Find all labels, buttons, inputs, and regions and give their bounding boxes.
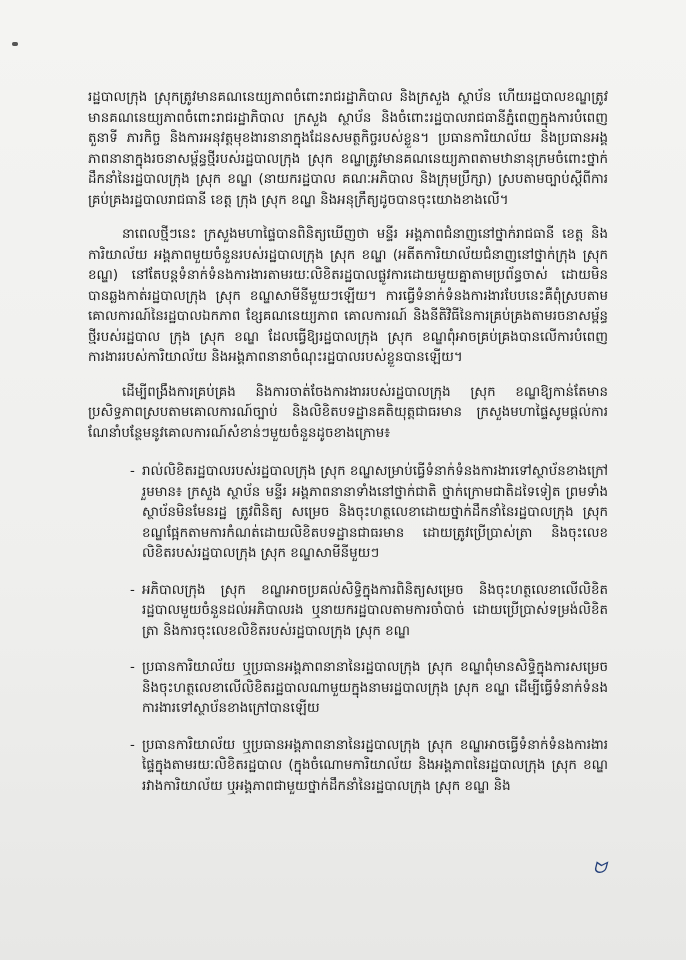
- document-body: [88, 88, 608, 813]
- list-item-text: ប្រធានការិយាល័យ ឬប្រធានអង្គភាពនានានៃរដ្ឋបាលក្រុង ស្រុក ខណ្ឌពុំមានសិទ្ធិក្នុងការសម្រេច និងចុះហត្ថលេខាលើលិខិតរដ្ឋបាលណាមួយក្នុងនាមរដ្ឋបាលក្រុង ស្រុក ខណ្ឌ ដើម្បីធ្វើទំនាក់ទំនងការងារទៅស្ថាប័នខាងក្រៅបានឡើយ: [142, 660, 608, 716]
- bullet-dash: -: [130, 464, 135, 479]
- list-item: [88, 581, 608, 643]
- bullet-dash: -: [130, 582, 135, 598]
- paragraph-observation: នាពេលថ្មីៗនេះ ក្រសួងមហាផ្ទៃបានពិនិត្យឃើញថា មន្ទីរ អង្គភាពជំនាញនៅថ្នាក់រាជធានី ខេត្ត និងការិយាល័យ អង្គភាពមួយចំនួនរបស់រដ្ឋបាលក្រុង ស្រុក ខណ្ឌ (អតីតការិយាល័យជំនាញនៅថ្នាក់ក្រុង ស្រុក ខណ្ឌ) នៅតែបន្តទំនាក់ទំនងការងារតាមរយៈលិខិតរដ្ឋបាលផ្លូវការដោយមួយគ្នាតាមប្រព័ន្ធចាស់ ដោយមិនបានឆ្លងកាត់រដ្ឋបាលក្រុង ស្រុក ខណ្ឌសាមីនីមួយៗឡើយ។ ការធ្វើទំនាក់ទំនងការងារបែបនេះគឺពុំស្របតាមគោលការណ៍នៃរដ្ឋបាលឯកភាព ខ្សែគណនេយ្យភាព គោលការណ៍ និងនីតិវិធីនៃការគ្រប់គ្រងតាមរចនាសម្ព័ន្ធថ្មីរបស់រដ្ឋបាល ក្រុង ស្រុក ខណ្ឌ ដែលធ្វើឱ្យរដ្ឋបាលក្រុង ស្រុក ខណ្ឌពុំអាចគ្រប់គ្រងបានលើការបំពេញការងាររបស់ការិយាល័យ និងអង្គភាពនានាចំណុះរដ្ឋបាលរបស់ខ្លួនបានឡើយ។: [88, 227, 608, 365]
- bullet-dash: -: [130, 737, 135, 753]
- list-item-text: ប្រធានការិយាល័យ ឬប្រធានអង្គភាពនានានៃរដ្ឋបាលក្រុង ស្រុក ខណ្ឌអាចធ្វើទំនាក់ទំនងការងារផ្ទៃក្នុងតាមរយៈលិខិតរដ្ឋបាល (ក្នុងចំណោមការិយាល័យ និងអង្គភាពនៃរដ្ឋបាលក្រុង ស្រុក ខណ្ឌ រវាងការិយាល័យ ឬអង្គភាពជាមួយថ្នាក់ដឹកនាំនៃរដ្ឋបាលក្រុង ស្រុក ខណ្ឌ និង: [142, 737, 608, 794]
- bullet-dash: -: [130, 660, 135, 675]
- list-item-text: អភិបាលក្រុង ស្រុក ខណ្ឌអាចប្រគល់សិទ្ធិក្នុងការពិនិត្យសម្រេច និងចុះហត្ថលេខាលើលិខិតរដ្ឋបាលមួយចំនួនដល់អភិបាលរង ឬនាយករដ្ឋបាលតាមការចាំបាច់ ដោយប្រើប្រាស់ទម្រង់លិខិត ត្រា និងការចុះលេខលិខិតរបស់រដ្ឋបាលក្រុង ស្រុក ខណ្ឌ: [142, 582, 608, 639]
- list-item-text: រាល់លិខិតរដ្ឋបាលរបស់រដ្ឋបាលក្រុង ស្រុក ខណ្ឌសម្រាប់ធ្វើទំនាក់ទំនងការងារទៅស្ថាប័នខាងក្រៅ រួមមាន៖ ក្រសួង ស្ថាប័ន មន្ទីរ អង្គភាពនានាទាំងនៅថ្នាក់ជាតិ ថ្នាក់ក្រោមជាតិដទៃទៀត ព្រមទាំងស្ថាប័នមិនមែនរដ្ឋ ត្រូវពិនិត្យ សម្រេច និងចុះហត្ថលេខាដោយថ្នាក់ដឹកនាំនៃរដ្ឋបាលក្រុង ស្រុក ខណ្ឌផ្អែកតាមការកំណត់ដោយលិខិតបទដ្ឋានជាធរមាន ដោយត្រូវប្រើប្រាស់ត្រា និងចុះលេខលិខិតរបស់រដ្ឋបាលក្រុង ស្រុក ខណ្ឌសាមីនីមួយៗ: [142, 464, 608, 561]
- list-item: [88, 462, 608, 565]
- list-item: [88, 736, 608, 798]
- paragraph-accountability: រដ្ឋបាលក្រុង ស្រុកត្រូវមានគណនេយ្យភាពចំពោះរាជរដ្ឋាភិបាល និងក្រសួង ស្ថាប័ន ហើយរដ្ឋបាលខណ្ឌត្រូវមានគណនេយ្យភាពចំពោះរាជរដ្ឋាភិបាល ក្រសួង ស្ថាប័ន និងចំពោះរដ្ឋបាលរាជធានីភ្នំពេញក្នុងការបំពេញតួនាទី ភារកិច្ច និងការអនុវត្តមុខងារនានាក្នុងដែនសមត្ថកិច្ចរបស់ខ្លួន។ ប្រធានការិយាល័យ និងប្រធានអង្គភាពនានាក្នុងរចនាសម្ព័ន្ធថ្មីរបស់រដ្ឋបាលក្រុង ស្រុក ខណ្ឌត្រូវមានគណនេយ្យភាពតាមឋានានុក្រមចំពោះថ្នាក់ដឹកនាំនៃរដ្ឋបាលក្រុង ស្រុក ខណ្ឌ (នាយករដ្ឋបាល គណៈអភិបាល និងក្រុមប្រឹក្សា) ស្របតាមច្បាប់ស្តីពីការគ្រប់គ្រងរដ្ឋបាលរាជធានី ខេត្ត ក្រុង ស្រុក ខណ្ឌ និងអនុក្រឹត្យដូចបានចុះយោងខាងលើ។: [88, 90, 608, 208]
- handwritten-initial: ᗢ: [593, 858, 607, 877]
- paragraph-instructions: ដើម្បីពង្រឹងការគ្រប់គ្រង និងការចាត់ចែងការងាររបស់រដ្ឋបាលក្រុង ស្រុក ខណ្ឌឱ្យកាន់តែមានប្រសិទ្ធភាពស្របតាមគោលការណ៍ច្បាប់ និងលិខិតបទដ្ឋានគតិយុត្តជាធរមាន ក្រសួងមហាផ្ទៃសូមផ្តល់ការណែនាំបន្ថែមនូវគោលការណ៍សំខាន់ៗមួយចំនួនដូចខាងក្រោម៖: [88, 384, 608, 441]
- list-item: [88, 658, 608, 720]
- instruction-list: [88, 462, 608, 797]
- scan-speck: [12, 42, 18, 46]
